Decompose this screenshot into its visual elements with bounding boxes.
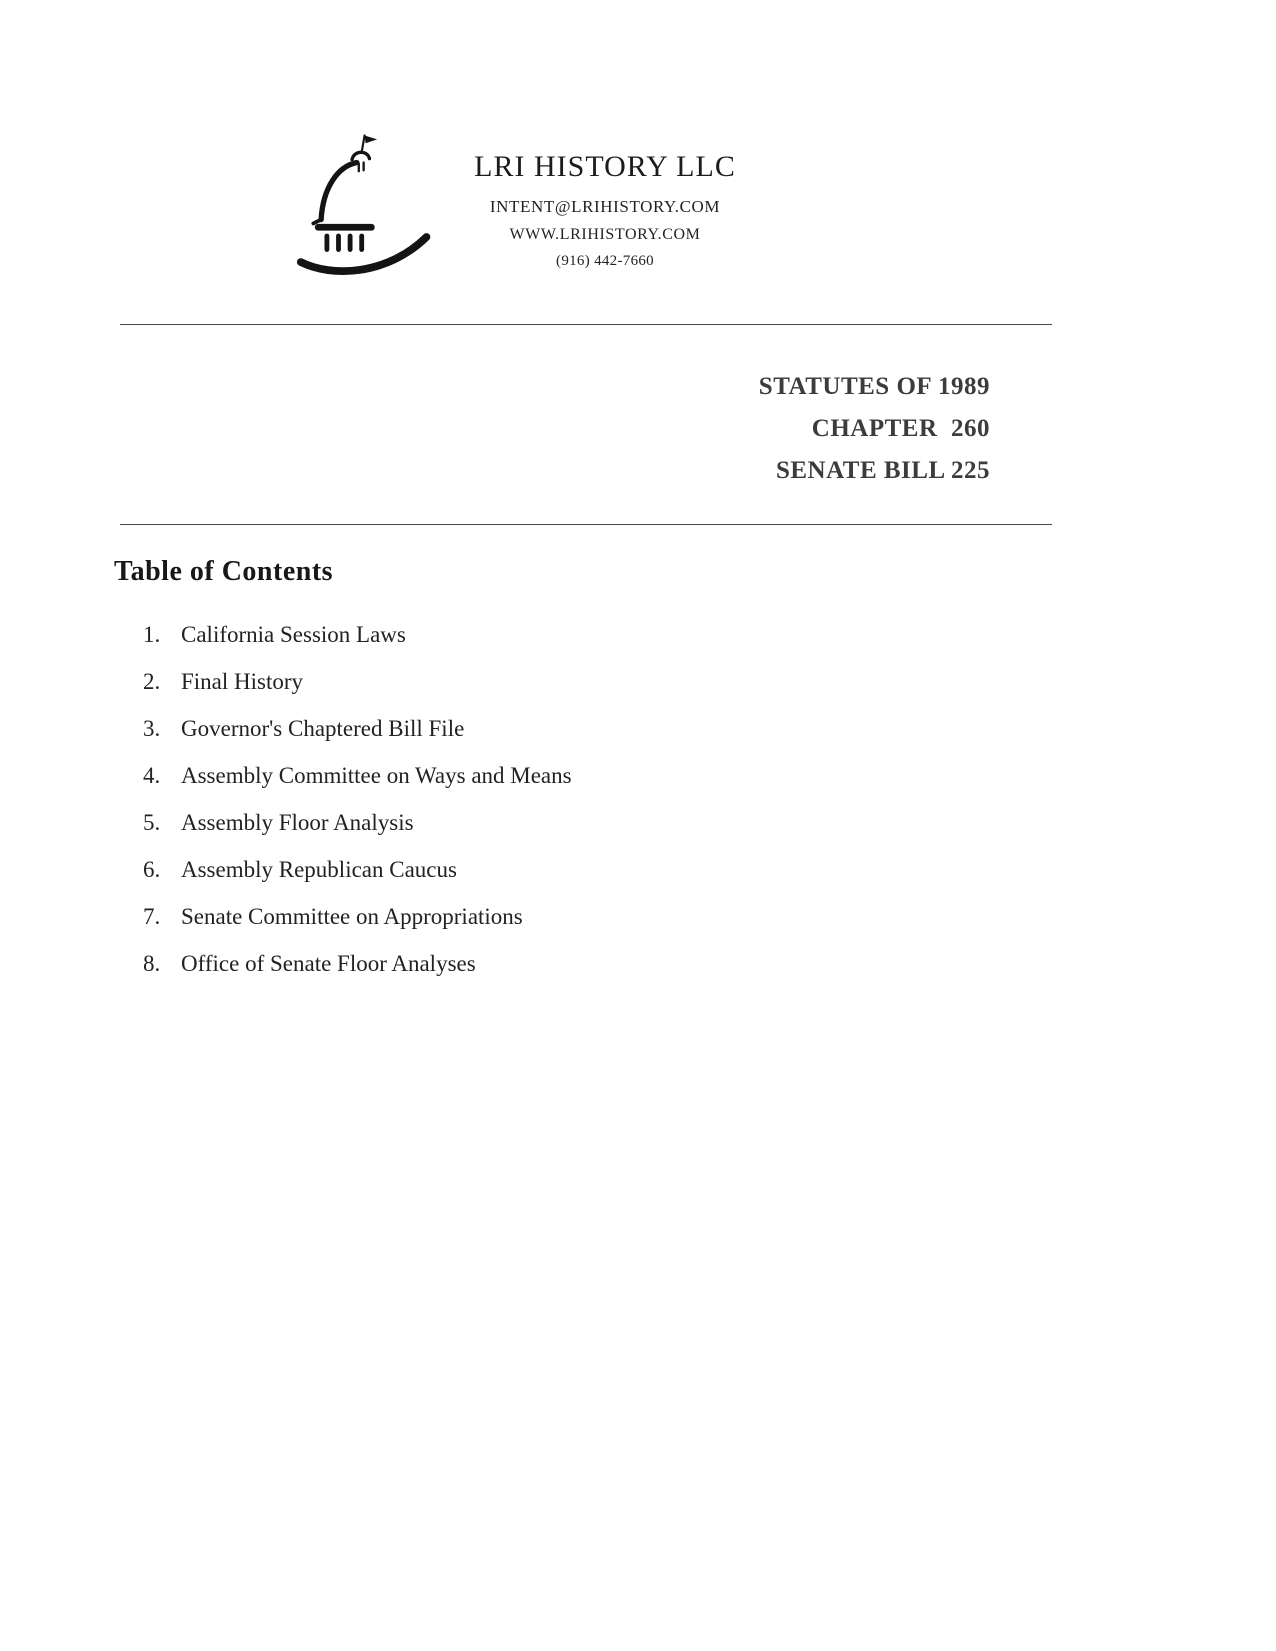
toc-list bbox=[143, 622, 572, 998]
toc-item-number: 7. bbox=[143, 904, 161, 929]
toc-item-label: Assembly Floor Analysis bbox=[181, 810, 414, 835]
toc-item-number: 6. bbox=[143, 857, 161, 882]
statute-reference-block bbox=[759, 366, 990, 492]
toc-title: Table of Contents bbox=[114, 556, 334, 587]
toc-item-label: Senate Committee on Appropriations bbox=[181, 904, 523, 929]
toc-item bbox=[143, 716, 572, 763]
chapter-line: CHAPTER 260 bbox=[811, 415, 990, 442]
toc-item bbox=[143, 622, 572, 669]
toc-item-label: Governor's Chaptered Bill File bbox=[181, 716, 465, 741]
toc-item-number: 5. bbox=[143, 810, 161, 835]
toc-item-label: Final History bbox=[181, 669, 304, 694]
company-name: LRI HISTORY LLC bbox=[474, 150, 736, 183]
toc-item-label: California Session Laws bbox=[181, 622, 406, 647]
toc-item bbox=[143, 904, 572, 951]
toc-item-label: Assembly Committee on Ways and Means bbox=[181, 763, 572, 788]
horizontal-rule-top bbox=[120, 324, 1052, 325]
toc-item bbox=[143, 810, 572, 857]
company-website: WWW.LRIHISTORY.COM bbox=[509, 226, 701, 243]
company-phone: (916) 442-7660 bbox=[556, 253, 654, 269]
toc-item-number: 4. bbox=[143, 763, 161, 788]
toc-item-number: 3. bbox=[143, 716, 161, 741]
toc-item bbox=[143, 669, 572, 716]
letterhead bbox=[420, 150, 790, 270]
toc-item-label: Office of Senate Floor Analyses bbox=[181, 951, 476, 976]
toc-item-number: 2. bbox=[143, 669, 161, 694]
toc-item-number: 1. bbox=[143, 622, 161, 647]
toc-item bbox=[143, 857, 572, 904]
company-email: INTENT@LRIHISTORY.COM bbox=[489, 197, 721, 216]
statutes-year-line: STATUTES OF 1989 bbox=[758, 373, 990, 400]
toc-item-number: 8. bbox=[143, 951, 161, 976]
toc-item bbox=[143, 763, 572, 810]
capitol-dome-logo-icon bbox=[295, 128, 440, 286]
senate-bill-line: SENATE BILL 225 bbox=[775, 457, 990, 484]
toc-item-label: Assembly Republican Caucus bbox=[181, 857, 457, 882]
horizontal-rule-middle bbox=[120, 524, 1052, 525]
toc-item bbox=[143, 951, 572, 998]
